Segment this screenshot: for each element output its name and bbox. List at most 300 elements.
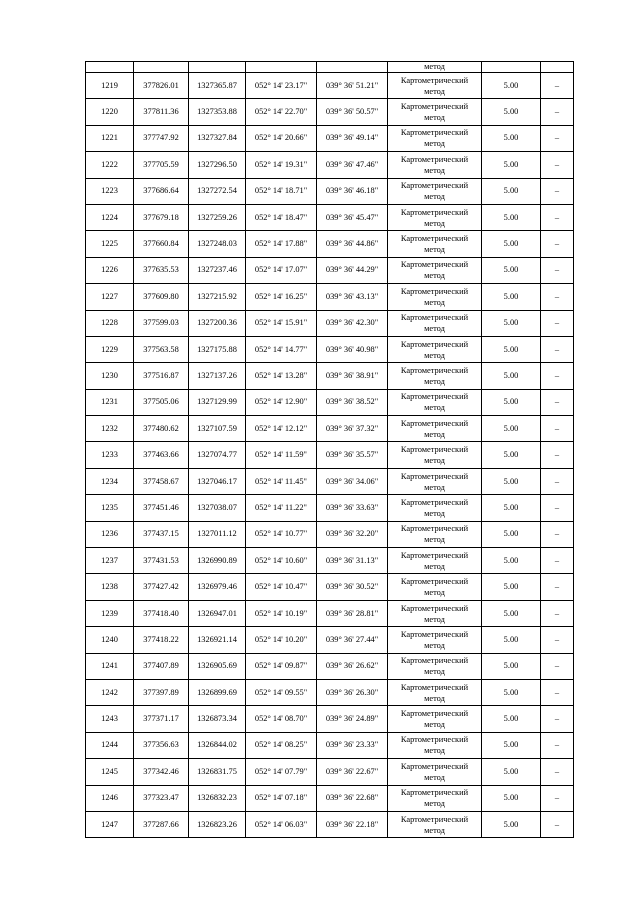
- cell-x: 377463.66: [134, 442, 189, 468]
- cell-longitude: 039° 36' 47.46": [317, 152, 388, 178]
- table-row: [86, 600, 574, 626]
- cell-x: 377397.89: [134, 679, 189, 705]
- cell-x: 377635.53: [134, 257, 189, 283]
- method-line-2: метод: [424, 113, 445, 123]
- method-line-1: Картометрический: [400, 577, 469, 587]
- method-line-2: метод: [424, 376, 445, 386]
- table-row: [86, 178, 574, 204]
- method-line-2: метод: [424, 165, 445, 175]
- cell-longitude: 039° 36' 28.81": [317, 600, 388, 626]
- table-row: [86, 706, 574, 732]
- cell-longitude: 039° 36' 44.29": [317, 257, 388, 283]
- cell-note: –: [541, 732, 574, 758]
- method-line-2: метод: [424, 245, 445, 255]
- cell-point-number: 1227: [86, 284, 134, 310]
- method-line-2: метод: [424, 825, 445, 835]
- cell-point-number: 1219: [86, 73, 134, 99]
- cell-note: –: [541, 653, 574, 679]
- table-row: [86, 336, 574, 362]
- cell-latitude: 052° 14' 22.70": [246, 99, 317, 125]
- cell-note: –: [541, 178, 574, 204]
- cell-longitude: 039° 36' 23.33": [317, 732, 388, 758]
- cell-method: [388, 336, 482, 362]
- cell-longitude: 039° 36' 33.63": [317, 495, 388, 521]
- table-row: [86, 811, 574, 837]
- method-line-2: метод: [424, 535, 445, 545]
- cell-method: [388, 99, 482, 125]
- cell-point-number: 1241: [86, 653, 134, 679]
- cell-accuracy: 5.00: [482, 310, 541, 336]
- cell-method: [388, 679, 482, 705]
- cell-y: 1327046.17: [189, 468, 246, 494]
- cell-x: 377437.15: [134, 521, 189, 547]
- cell-latitude: 052° 14' 18.47": [246, 204, 317, 230]
- cell-method: [388, 204, 482, 230]
- cell-accuracy: 5.00: [482, 548, 541, 574]
- cell-y: 1326831.75: [189, 759, 246, 785]
- cell-latitude: 052° 14' 16.25": [246, 284, 317, 310]
- cell-point-number: 1225: [86, 231, 134, 257]
- cell-accuracy: 5.00: [482, 178, 541, 204]
- cell-x: 377563.58: [134, 336, 189, 362]
- cell-note: [541, 62, 574, 73]
- cell-y: 1327137.26: [189, 363, 246, 389]
- cell-y: 1327038.07: [189, 495, 246, 521]
- cell-longitude: 039° 36' 44.86": [317, 231, 388, 257]
- cell-method: [388, 73, 482, 99]
- cell-y: 1326899.69: [189, 679, 246, 705]
- method-line-2: метод: [424, 324, 445, 334]
- cell-point-number: 1234: [86, 468, 134, 494]
- cell-x: 377451.46: [134, 495, 189, 521]
- cell-latitude: 052° 14' 08.25": [246, 732, 317, 758]
- method-line-1: Картометрический: [400, 392, 469, 402]
- method-line-2: метод: [424, 218, 445, 228]
- cell-method: [388, 627, 482, 653]
- method-line-1: Картометрический: [400, 207, 469, 217]
- cell-longitude: 039° 36' 22.68": [317, 785, 388, 811]
- cell-accuracy: 5.00: [482, 416, 541, 442]
- cell-longitude: 039° 36' 27.44": [317, 627, 388, 653]
- cell-accuracy: 5.00: [482, 257, 541, 283]
- coordinates-table: [85, 61, 574, 838]
- cell-note: –: [541, 257, 574, 283]
- cell-accuracy: 5.00: [482, 389, 541, 415]
- cell-y: 1327074.77: [189, 442, 246, 468]
- method-line-1: Картометрический: [400, 471, 469, 481]
- method-line-2: метод: [424, 139, 445, 149]
- cell-method: [388, 442, 482, 468]
- cell-latitude: 052° 14' 12.12": [246, 416, 317, 442]
- cell-point-number: 1229: [86, 336, 134, 362]
- cell-longitude: 039° 36' 38.52": [317, 389, 388, 415]
- cell-latitude: 052° 14' 10.19": [246, 600, 317, 626]
- cell-method: [388, 759, 482, 785]
- cell-method: [388, 495, 482, 521]
- cell-latitude: 052° 14' 14.77": [246, 336, 317, 362]
- cell-accuracy: 5.00: [482, 99, 541, 125]
- cell-x: 377516.87: [134, 363, 189, 389]
- cell-latitude: 052° 14' 18.71": [246, 178, 317, 204]
- cell-point-number: 1246: [86, 785, 134, 811]
- table-row: [86, 468, 574, 494]
- cell-y: 1327259.26: [189, 204, 246, 230]
- method-line-1: Картометрический: [400, 313, 469, 323]
- cell-x: 377427.42: [134, 574, 189, 600]
- cell-longitude: [317, 62, 388, 73]
- cell-accuracy: 5.00: [482, 521, 541, 547]
- cell-x: 377371.17: [134, 706, 189, 732]
- cell-longitude: 039° 36' 22.18": [317, 811, 388, 837]
- cell-latitude: 052° 14' 10.20": [246, 627, 317, 653]
- cell-method: [388, 548, 482, 574]
- cell-latitude: 052° 14' 12.90": [246, 389, 317, 415]
- cell-latitude: 052° 14' 07.79": [246, 759, 317, 785]
- cell-y: 1326823.26: [189, 811, 246, 837]
- cell-y: 1327248.03: [189, 231, 246, 257]
- cell-method: [388, 811, 482, 837]
- method-line-1: Картометрический: [400, 524, 469, 534]
- method-line-2: метод: [424, 640, 445, 650]
- cell-y: 1327200.36: [189, 310, 246, 336]
- table-row: [86, 152, 574, 178]
- cell-method: [388, 178, 482, 204]
- cell-y: 1326832.23: [189, 785, 246, 811]
- cell-note: –: [541, 679, 574, 705]
- cell-point-number: 1238: [86, 574, 134, 600]
- cell-accuracy: 5.00: [482, 732, 541, 758]
- cell-note: –: [541, 99, 574, 125]
- cell-note: –: [541, 363, 574, 389]
- method-line-2: метод: [424, 561, 445, 571]
- cell-accuracy: 5.00: [482, 495, 541, 521]
- cell-note: –: [541, 627, 574, 653]
- cell-latitude: 052° 14' 11.59": [246, 442, 317, 468]
- cell-note: –: [541, 416, 574, 442]
- cell-note: –: [541, 231, 574, 257]
- method-line-1: Картометрический: [400, 656, 469, 666]
- cell-point-number: 1240: [86, 627, 134, 653]
- cell-y: 1326979.46: [189, 574, 246, 600]
- method-line-1: Картометрический: [400, 550, 469, 560]
- cell-x: 377826.01: [134, 73, 189, 99]
- cell-note: –: [541, 336, 574, 362]
- table-row: [86, 442, 574, 468]
- cell-y: 1326905.69: [189, 653, 246, 679]
- table-row: [86, 548, 574, 574]
- cell-note: –: [541, 521, 574, 547]
- cell-longitude: 039° 36' 45.47": [317, 204, 388, 230]
- table-row: [86, 679, 574, 705]
- cell-y: 1327296.50: [189, 152, 246, 178]
- cell-point-number: 1224: [86, 204, 134, 230]
- method-line-2: метод: [424, 350, 445, 360]
- method-line-1: Картометрический: [400, 154, 469, 164]
- cell-y: 1327365.87: [189, 73, 246, 99]
- cell-latitude: 052° 14' 09.87": [246, 653, 317, 679]
- cell-y: 1327175.88: [189, 336, 246, 362]
- cell-latitude: 052° 14' 10.77": [246, 521, 317, 547]
- cell-x: 377431.53: [134, 548, 189, 574]
- method-line-2: метод: [424, 86, 445, 96]
- cell-longitude: 039° 36' 26.62": [317, 653, 388, 679]
- cell-x: 377480.62: [134, 416, 189, 442]
- method-line-1: Картометрический: [400, 260, 469, 270]
- cell-note: –: [541, 125, 574, 151]
- method-line-1: Картометрический: [400, 682, 469, 692]
- cell-accuracy: 5.00: [482, 574, 541, 600]
- cell-y: 1327011.12: [189, 521, 246, 547]
- cell-longitude: 039° 36' 26.30": [317, 679, 388, 705]
- cell-latitude: 052° 14' 17.07": [246, 257, 317, 283]
- cell-point-number: [86, 62, 134, 73]
- cell-x: 377686.64: [134, 178, 189, 204]
- method-line-1: Картометрический: [400, 629, 469, 639]
- cell-note: –: [541, 759, 574, 785]
- cell-point-number: 1226: [86, 257, 134, 283]
- table-row: [86, 521, 574, 547]
- cell-method: [388, 653, 482, 679]
- cell-x: 377356.63: [134, 732, 189, 758]
- method-line-1: Картометрический: [400, 365, 469, 375]
- cell-y: 1326873.34: [189, 706, 246, 732]
- cell-point-number: 1245: [86, 759, 134, 785]
- cell-accuracy: 5.00: [482, 442, 541, 468]
- cell-latitude: 052° 14' 10.47": [246, 574, 317, 600]
- cell-method: [388, 310, 482, 336]
- method-line-2: метод: [424, 772, 445, 782]
- cell-method: [388, 125, 482, 151]
- cell-accuracy: 5.00: [482, 679, 541, 705]
- method-line-2: метод: [424, 403, 445, 413]
- cell-point-number: 1242: [86, 679, 134, 705]
- cell-accuracy: 5.00: [482, 653, 541, 679]
- cell-accuracy: 5.00: [482, 811, 541, 837]
- cell-method: [388, 363, 482, 389]
- method-line-1: Картометрический: [400, 814, 469, 824]
- method-line-2: метод: [424, 297, 445, 307]
- method-line-1: Картометрический: [400, 181, 469, 191]
- cell-longitude: 039° 36' 42.30": [317, 310, 388, 336]
- cell-y: 1326921.14: [189, 627, 246, 653]
- cell-accuracy: 5.00: [482, 785, 541, 811]
- cell-longitude: 039° 36' 46.18": [317, 178, 388, 204]
- cell-longitude: 039° 36' 34.06": [317, 468, 388, 494]
- cell-x: [134, 62, 189, 73]
- cell-method: [388, 389, 482, 415]
- method-line-1: Картометрический: [400, 761, 469, 771]
- cell-longitude: 039° 36' 35.57": [317, 442, 388, 468]
- cell-method: метод: [388, 62, 482, 73]
- cell-latitude: 052° 14' 23.17": [246, 73, 317, 99]
- method-line-1: Картометрический: [400, 339, 469, 349]
- cell-x: 377609.80: [134, 284, 189, 310]
- cell-point-number: 1221: [86, 125, 134, 151]
- cell-longitude: 039° 36' 31.13": [317, 548, 388, 574]
- table-row: [86, 204, 574, 230]
- cell-longitude: 039° 36' 50.57": [317, 99, 388, 125]
- cell-latitude: 052° 14' 06.03": [246, 811, 317, 837]
- cell-point-number: 1235: [86, 495, 134, 521]
- cell-accuracy: 5.00: [482, 73, 541, 99]
- cell-note: –: [541, 284, 574, 310]
- cell-x: 377811.36: [134, 99, 189, 125]
- cell-method: [388, 600, 482, 626]
- cell-latitude: 052° 14' 09.55": [246, 679, 317, 705]
- method-line-1: Картометрический: [400, 128, 469, 138]
- method-line-2: метод: [424, 614, 445, 624]
- table-row: [86, 495, 574, 521]
- cell-x: 377418.22: [134, 627, 189, 653]
- cell-longitude: 039° 36' 38.91": [317, 363, 388, 389]
- cell-x: 377323.47: [134, 785, 189, 811]
- table-row: [86, 416, 574, 442]
- cell-accuracy: 5.00: [482, 231, 541, 257]
- cell-note: –: [541, 468, 574, 494]
- method-line-1: Картометрический: [400, 418, 469, 428]
- method-line-2: метод: [424, 693, 445, 703]
- table-row: [86, 653, 574, 679]
- cell-y: 1327272.54: [189, 178, 246, 204]
- cell-note: –: [541, 442, 574, 468]
- cell-point-number: 1243: [86, 706, 134, 732]
- table-row: [86, 363, 574, 389]
- cell-y: 1326990.89: [189, 548, 246, 574]
- cell-method: [388, 257, 482, 283]
- cell-latitude: 052° 14' 11.22": [246, 495, 317, 521]
- cell-point-number: 1222: [86, 152, 134, 178]
- method-line-1: Картометрический: [400, 735, 469, 745]
- cell-y: 1326947.01: [189, 600, 246, 626]
- table-row: [86, 759, 574, 785]
- cell-note: –: [541, 389, 574, 415]
- method-line-1: Картометрический: [400, 234, 469, 244]
- cell-accuracy: 5.00: [482, 759, 541, 785]
- cell-point-number: 1247: [86, 811, 134, 837]
- cell-latitude: 052° 14' 19.31": [246, 152, 317, 178]
- table-row: [86, 785, 574, 811]
- method-line-2: метод: [424, 720, 445, 730]
- cell-point-number: 1220: [86, 99, 134, 125]
- cell-latitude: 052° 14' 17.88": [246, 231, 317, 257]
- cell-y: 1327215.92: [189, 284, 246, 310]
- cell-x: 377458.67: [134, 468, 189, 494]
- method-line-1: Картометрический: [400, 603, 469, 613]
- cell-note: –: [541, 600, 574, 626]
- cell-longitude: 039° 36' 37.32": [317, 416, 388, 442]
- cell-longitude: 039° 36' 51.21": [317, 73, 388, 99]
- cell-longitude: 039° 36' 49.14": [317, 125, 388, 151]
- method-line-1: Картометрический: [400, 445, 469, 455]
- cell-y: 1327353.88: [189, 99, 246, 125]
- cell-point-number: 1233: [86, 442, 134, 468]
- method-line-2: метод: [424, 746, 445, 756]
- cell-latitude: 052° 14' 11.45": [246, 468, 317, 494]
- cell-note: –: [541, 204, 574, 230]
- cell-method: [388, 521, 482, 547]
- cell-longitude: 039° 36' 43.13": [317, 284, 388, 310]
- cell-note: –: [541, 785, 574, 811]
- cell-point-number: 1239: [86, 600, 134, 626]
- cell-accuracy: 5.00: [482, 284, 541, 310]
- cell-latitude: 052° 14' 15.91": [246, 310, 317, 336]
- cell-method: [388, 231, 482, 257]
- table-row: [86, 99, 574, 125]
- cell-x: 377407.89: [134, 653, 189, 679]
- method-line-1: Картометрический: [400, 788, 469, 798]
- cell-latitude: [246, 62, 317, 73]
- cell-x: 377660.84: [134, 231, 189, 257]
- cell-longitude: 039° 36' 24.89": [317, 706, 388, 732]
- cell-method: [388, 706, 482, 732]
- cell-x: 377747.92: [134, 125, 189, 151]
- method-line-2: метод: [424, 482, 445, 492]
- cell-point-number: 1237: [86, 548, 134, 574]
- cell-accuracy: 5.00: [482, 125, 541, 151]
- cell-point-number: 1223: [86, 178, 134, 204]
- cell-longitude: 039° 36' 30.52": [317, 574, 388, 600]
- cell-longitude: 039° 36' 32.20": [317, 521, 388, 547]
- method-line-2: метод: [424, 667, 445, 677]
- cell-point-number: 1231: [86, 389, 134, 415]
- method-line-2: метод: [424, 192, 445, 202]
- cell-accuracy: 5.00: [482, 468, 541, 494]
- cell-note: –: [541, 152, 574, 178]
- table-row: [86, 231, 574, 257]
- cell-point-number: 1232: [86, 416, 134, 442]
- table-row: [86, 125, 574, 151]
- cell-x: 377418.40: [134, 600, 189, 626]
- cell-accuracy: 5.00: [482, 627, 541, 653]
- cell-x: 377342.46: [134, 759, 189, 785]
- table-row: [86, 284, 574, 310]
- cell-x: 377287.66: [134, 811, 189, 837]
- cell-method: [388, 416, 482, 442]
- cell-note: –: [541, 310, 574, 336]
- method-line-1: Картометрический: [400, 286, 469, 296]
- cell-note: –: [541, 574, 574, 600]
- cell-y: 1327237.46: [189, 257, 246, 283]
- method-line-2: метод: [424, 456, 445, 466]
- cell-y: 1327107.59: [189, 416, 246, 442]
- cell-latitude: 052° 14' 08.70": [246, 706, 317, 732]
- table-row: [86, 732, 574, 758]
- cell-longitude: 039° 36' 40.98": [317, 336, 388, 362]
- cell-accuracy: 5.00: [482, 204, 541, 230]
- method-line-1: Картометрический: [400, 497, 469, 507]
- method-line-1: Картометрический: [400, 102, 469, 112]
- cell-point-number: 1228: [86, 310, 134, 336]
- cell-longitude: 039° 36' 22.67": [317, 759, 388, 785]
- cell-method: [388, 284, 482, 310]
- table-row: [86, 73, 574, 99]
- table-row: [86, 310, 574, 336]
- cell-x: 377679.18: [134, 204, 189, 230]
- cell-method: [388, 732, 482, 758]
- cell-accuracy: 5.00: [482, 600, 541, 626]
- cell-x: 377599.03: [134, 310, 189, 336]
- table-row: [86, 257, 574, 283]
- method-line-2: метод: [424, 799, 445, 809]
- cell-note: –: [541, 495, 574, 521]
- cell-method: [388, 574, 482, 600]
- cell-y: 1327129.99: [189, 389, 246, 415]
- continuation-row: [86, 62, 574, 73]
- cell-method: [388, 785, 482, 811]
- cell-accuracy: 5.00: [482, 363, 541, 389]
- method-line-1: Картометрический: [400, 709, 469, 719]
- cell-note: –: [541, 811, 574, 837]
